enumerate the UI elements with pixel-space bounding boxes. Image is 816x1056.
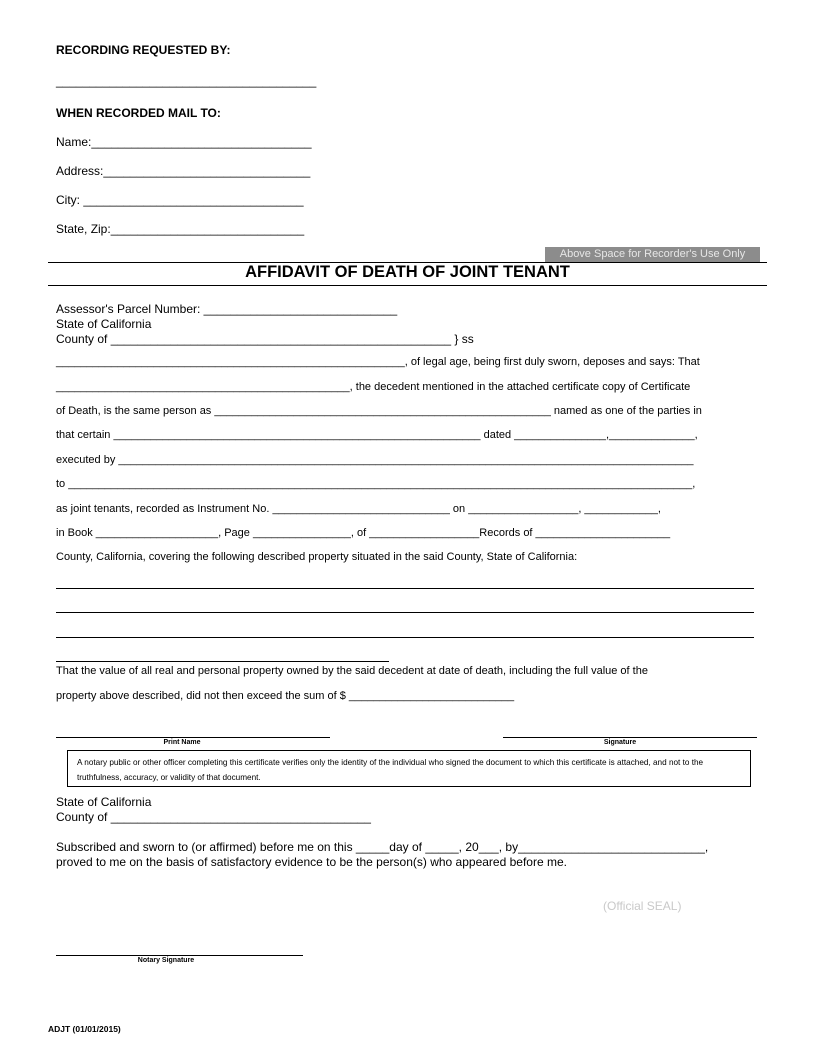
when-recorded-mail-to-heading: WHEN RECORDED MAIL TO: [56,106,221,120]
property-value-amount-line[interactable]: property above described, did not then exceed the sum of $ ___________________________ [56,690,515,702]
assessor-parcel-number-field[interactable]: Assessor's Parcel Number: _____________________________ [56,302,398,316]
property-description-line[interactable] [56,661,389,662]
affiant-name-line[interactable]: _________________________________________________________, of legal age, being first duly sworn, deposes and says: That [56,356,700,368]
property-value-statement: That the value of all real and personal property owned by the said decedent at date of death, including the full value of the [56,665,648,677]
mail-address-field[interactable]: Address:_______________________________ [56,164,311,178]
subscribed-sworn-line[interactable]: Subscribed and sworn to (or affirmed) before me on this _____day of _____, 20___, by____________________________, [56,840,709,854]
official-seal-placeholder: (Official SEAL) [603,899,682,913]
property-description-intro: County, California, covering the following described property situated in the said County, State of California: [56,551,578,563]
property-description-line[interactable] [56,637,754,638]
notary-notice-box: A notary public or other officer completing this certificate verifies only the identity of the individual who signed the document to which this certificate is attached, and not to the truthfulness, accuracy, or validity of that document. [67,750,751,787]
satisfactory-evidence-line: proved to me on the basis of satisfactory evidence to be the person(s) who appeared before me. [56,855,567,869]
mail-name-field[interactable]: Name:_________________________________ [56,135,312,149]
recording-requested-by-field[interactable]: _______________________________________ [56,74,317,88]
executed-by-line[interactable]: executed by ______________________________________________________________________________________________ [56,454,694,466]
signature-label: Signature [603,739,637,746]
instrument-number-line[interactable]: as joint tenants, recorded as Instrument No. _____________________________ on __________________, ____________, [56,503,661,515]
decedent-name-line[interactable]: ________________________________________________, the decedent mentioned in the attached certificate copy of Certificate [56,381,691,393]
recording-requested-by-heading: RECORDING REQUESTED BY: [56,43,231,57]
print-name-label: Print Name [163,739,201,746]
mail-city-field[interactable]: City: _________________________________ [56,193,304,207]
form-code-footer: ADJT (01/01/2015) [48,1024,121,1034]
instrument-dated-line[interactable]: that certain ____________________________________________________________ dated _______________,______________, [56,429,698,441]
jurat-county-field[interactable]: County of _______________________________________ [56,810,371,824]
mail-state-zip-field[interactable]: State, Zip:_____________________________ [56,222,305,236]
jurat-state-label: State of California [56,795,152,809]
notary-signature-line[interactable] [56,955,303,956]
property-description-line[interactable] [56,588,754,589]
notary-signature-label: Notary Signature [137,957,195,964]
same-person-line[interactable]: of Death, is the same person as _______________________________________________________ named as one of the parties in [56,405,702,417]
title-bottom-rule [48,285,767,286]
property-description-line[interactable] [56,612,754,613]
print-name-line[interactable] [56,737,330,738]
signature-line[interactable] [503,737,757,738]
book-page-line[interactable]: in Book ____________________, Page ________________, of __________________Records of ______________________ [56,527,671,539]
document-title: AFFIDAVIT OF DEATH OF JOINT TENANT [245,263,570,281]
to-line[interactable]: to ______________________________________________________________________________________________________, [56,478,696,490]
state-of-california-label: State of California [56,317,152,331]
recorder-use-banner: Above Space for Recorder's Use Only [545,247,760,262]
county-of-field[interactable]: County of ___________________________________________________ } ss [56,332,474,346]
